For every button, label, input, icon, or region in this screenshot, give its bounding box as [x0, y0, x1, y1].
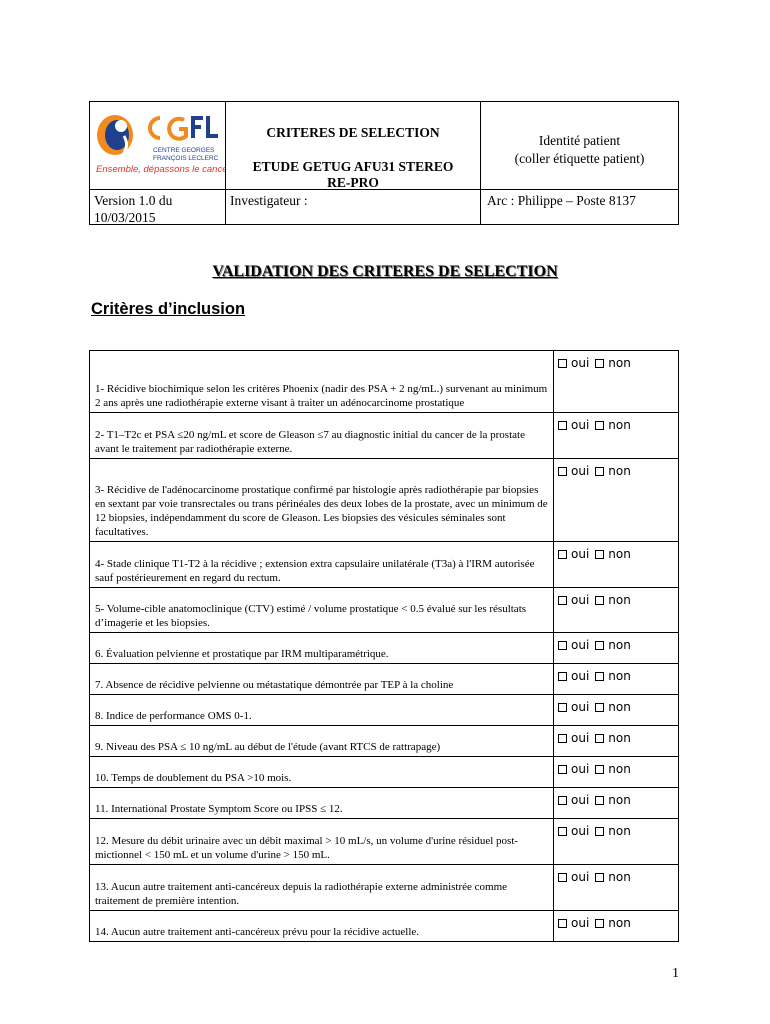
arc-text: Arc : Philippe – Poste 8137 — [487, 193, 636, 208]
criterion-answer-cell — [554, 664, 679, 695]
oui-label: oui — [571, 418, 590, 432]
oui-checkbox[interactable] — [558, 796, 567, 805]
non-checkbox[interactable] — [595, 550, 604, 559]
answer-options — [554, 542, 678, 561]
logo-cell — [89, 101, 226, 189]
answer-options — [554, 633, 678, 652]
criterion-text: 10. Temps de doublement du PSA >10 mois. — [95, 772, 292, 784]
criterion-text-cell — [90, 633, 554, 664]
oui-label: oui — [571, 731, 590, 745]
study-title-line1: ETUDE GETUG AFU31 STEREO — [252, 159, 454, 174]
non-checkbox[interactable] — [595, 596, 604, 605]
criterion-text: 11. International Prostate Symptom Score ou IPSS ≤ 12. — [95, 803, 343, 815]
criterion-answer-cell — [554, 542, 679, 588]
non-label: non — [608, 731, 631, 745]
non-checkbox[interactable] — [595, 796, 604, 805]
oui-label: oui — [571, 762, 590, 776]
oui-checkbox[interactable] — [558, 919, 567, 928]
oui-checkbox[interactable] — [558, 734, 567, 743]
page-number: 1 — [672, 966, 679, 981]
non-label: non — [608, 547, 631, 561]
criterion-answer-cell — [554, 788, 679, 819]
non-label: non — [608, 700, 631, 714]
oui-label: oui — [571, 870, 590, 884]
oui-checkbox[interactable] — [558, 703, 567, 712]
criterion-answer-cell — [554, 413, 679, 459]
logo-tagline: Ensemble, dépassons le cancer — [96, 164, 225, 175]
criterion-text-cell — [90, 542, 554, 588]
criterion-text-cell — [90, 695, 554, 726]
criterion-row — [90, 865, 679, 911]
answer-options — [554, 413, 678, 432]
criterion-row — [90, 788, 679, 819]
criterion-answer-cell — [554, 726, 679, 757]
criterion-text: 12. Mesure du débit urinaire avec un débit maximal > 10 mL/s, un volume d'urine résiduel post-mictionnel < 150 mL et un volume d'urine > 150 mL. — [95, 835, 519, 861]
answer-options — [554, 819, 678, 838]
non-label: non — [608, 916, 631, 930]
answer-options — [554, 459, 678, 478]
version-cell — [89, 189, 226, 225]
non-label: non — [608, 824, 631, 838]
criterion-text: 2- T1–T2c et PSA ≤20 ng/mL et score de Gleason ≤7 au diagnostic initial du cancer de la prostate avant le traitement par radiothérapie externe. — [95, 429, 525, 455]
non-checkbox[interactable] — [595, 421, 604, 430]
oui-checkbox[interactable] — [558, 467, 567, 476]
criterion-text-cell — [90, 911, 554, 942]
criterion-text-cell — [90, 664, 554, 695]
criterion-row — [90, 757, 679, 788]
non-checkbox[interactable] — [595, 827, 604, 836]
criterion-text: 9. Niveau des PSA ≤ 10 ng/mL au début de l'étude (avant RTCS de rattrapage) — [95, 741, 441, 753]
patient-id-title: Identité patient — [538, 133, 621, 148]
non-label: non — [608, 638, 631, 652]
patient-id-subtitle: (coller étiquette patient) — [514, 151, 645, 166]
oui-label: oui — [571, 700, 590, 714]
criterion-row — [90, 695, 679, 726]
criteria-title: CRITERES DE SELECTION — [266, 125, 440, 140]
non-checkbox[interactable] — [595, 467, 604, 476]
cgfl-logo — [90, 102, 225, 188]
answer-options — [554, 911, 678, 930]
criterion-text: 6. Évaluation pelvienne et prostatique par IRM multiparamétrique. — [95, 648, 389, 660]
criterion-text-cell — [90, 726, 554, 757]
header-table — [89, 101, 679, 225]
criterion-text-cell — [90, 351, 554, 413]
answer-options — [554, 788, 678, 807]
criteria-table — [89, 350, 679, 942]
oui-label: oui — [571, 638, 590, 652]
investigator-cell — [225, 189, 481, 225]
criterion-row — [90, 413, 679, 459]
criterion-row — [90, 588, 679, 633]
criterion-row — [90, 633, 679, 664]
criterion-row — [90, 664, 679, 695]
logo-line2: FRANÇOIS LECLERC — [153, 155, 219, 162]
version-text: Version 1.0 du 10/03/2015 — [94, 193, 173, 225]
answer-options — [554, 865, 678, 884]
oui-label: oui — [571, 547, 590, 561]
answer-options — [554, 695, 678, 714]
oui-label: oui — [571, 669, 590, 683]
oui-checkbox[interactable] — [558, 550, 567, 559]
criterion-text-cell — [90, 757, 554, 788]
criteria-title-cell — [225, 101, 481, 189]
non-checkbox[interactable] — [595, 734, 604, 743]
criterion-text: 14. Aucun autre traitement anti-cancéreux prévu pour la récidive actuelle. — [95, 926, 420, 938]
oui-label: oui — [571, 593, 590, 607]
criterion-row — [90, 542, 679, 588]
answer-options — [554, 726, 678, 745]
criterion-text-cell — [90, 788, 554, 819]
non-label: non — [608, 669, 631, 683]
oui-checkbox[interactable] — [558, 641, 567, 650]
criterion-row — [90, 351, 679, 413]
oui-label: oui — [571, 356, 590, 370]
non-label: non — [608, 464, 631, 478]
non-label: non — [608, 870, 631, 884]
non-label: non — [608, 356, 631, 370]
investigator-label: Investigateur : — [230, 193, 308, 208]
criterion-answer-cell — [554, 695, 679, 726]
main-title: VALIDATION DES CRITERES DE SELECTION — [212, 263, 558, 280]
oui-checkbox[interactable] — [558, 827, 567, 836]
non-checkbox[interactable] — [595, 765, 604, 774]
logo-line1: CENTRE GEORGES — [153, 147, 215, 154]
non-checkbox[interactable] — [595, 703, 604, 712]
criterion-text-cell — [90, 588, 554, 633]
study-title-line2: RE-PRO — [327, 175, 379, 190]
criterion-text: 1- Récidive biochimique selon les critères Phoenix (nadir des PSA + 2 ng/mL.) survenant au minimum 2 ans après une radiothérapie externe visant à traiter un adénocarcinome prostatique — [95, 383, 548, 409]
criterion-text-cell — [90, 819, 554, 865]
non-label: non — [608, 418, 631, 432]
oui-label: oui — [571, 464, 590, 478]
criterion-text: 8. Indice de performance OMS 0-1. — [95, 710, 252, 722]
criterion-answer-cell — [554, 911, 679, 942]
non-checkbox[interactable] — [595, 672, 604, 681]
criterion-text-cell — [90, 413, 554, 459]
oui-checkbox[interactable] — [558, 765, 567, 774]
oui-label: oui — [571, 916, 590, 930]
oui-checkbox[interactable] — [558, 596, 567, 605]
criterion-text: 4- Stade clinique T1-T2 à la récidive ; extension extra capsulaire unilatérale (T3a) à l'IRM autorisée sauf postérieurement en regard du rectum. — [95, 558, 535, 584]
criterion-answer-cell — [554, 819, 679, 865]
oui-checkbox[interactable] — [558, 672, 567, 681]
answer-options — [554, 588, 678, 607]
criterion-answer-cell — [554, 633, 679, 664]
criterion-answer-cell — [554, 459, 679, 542]
non-checkbox[interactable] — [595, 873, 604, 882]
criterion-row — [90, 726, 679, 757]
non-checkbox[interactable] — [595, 641, 604, 650]
section-title: Critères d’inclusion — [91, 300, 246, 318]
non-checkbox[interactable] — [595, 919, 604, 928]
answer-options — [554, 757, 678, 776]
criterion-text: 7. Absence de récidive pelvienne ou métastatique démontrée par TEP à la choline — [95, 679, 454, 691]
non-label: non — [608, 762, 631, 776]
criterion-answer-cell — [554, 351, 679, 413]
criterion-answer-cell — [554, 865, 679, 911]
criterion-row — [90, 459, 679, 542]
patient-id-cell — [480, 101, 679, 189]
criterion-answer-cell — [554, 588, 679, 633]
oui-checkbox[interactable] — [558, 873, 567, 882]
answer-options — [554, 664, 678, 683]
criterion-text-cell — [90, 459, 554, 542]
criterion-text-cell — [90, 865, 554, 911]
oui-checkbox[interactable] — [558, 359, 567, 368]
criterion-row — [90, 911, 679, 942]
criterion-answer-cell — [554, 757, 679, 788]
non-label: non — [608, 593, 631, 607]
criterion-text: 3- Récidive de l'adénocarcinome prostatique confirmé par histologie après radiothérapie par biopsies en sextant par voie transrectales ou trans périnéales des deux lobes de la prostate, avec un minimum de 12 biopsies, indépendamment du score de Gleason. Les biopsies des vésicules séminales sont facultatives. — [95, 484, 548, 538]
oui-checkbox[interactable] — [558, 421, 567, 430]
answer-options — [554, 351, 678, 370]
non-checkbox[interactable] — [595, 359, 604, 368]
criterion-text: 13. Aucun autre traitement anti-cancéreux depuis la radiothérapie externe administrée comme traitement de première intention. — [95, 881, 508, 907]
arc-cell — [480, 189, 679, 225]
oui-label: oui — [571, 793, 590, 807]
non-label: non — [608, 793, 631, 807]
criterion-row — [90, 819, 679, 865]
criterion-text: 5- Volume-cible anatomoclinique (CTV) estimé / volume prostatique < 0.5 évalué sur les résultats d’imagerie et les biopsies. — [95, 603, 527, 629]
oui-label: oui — [571, 824, 590, 838]
